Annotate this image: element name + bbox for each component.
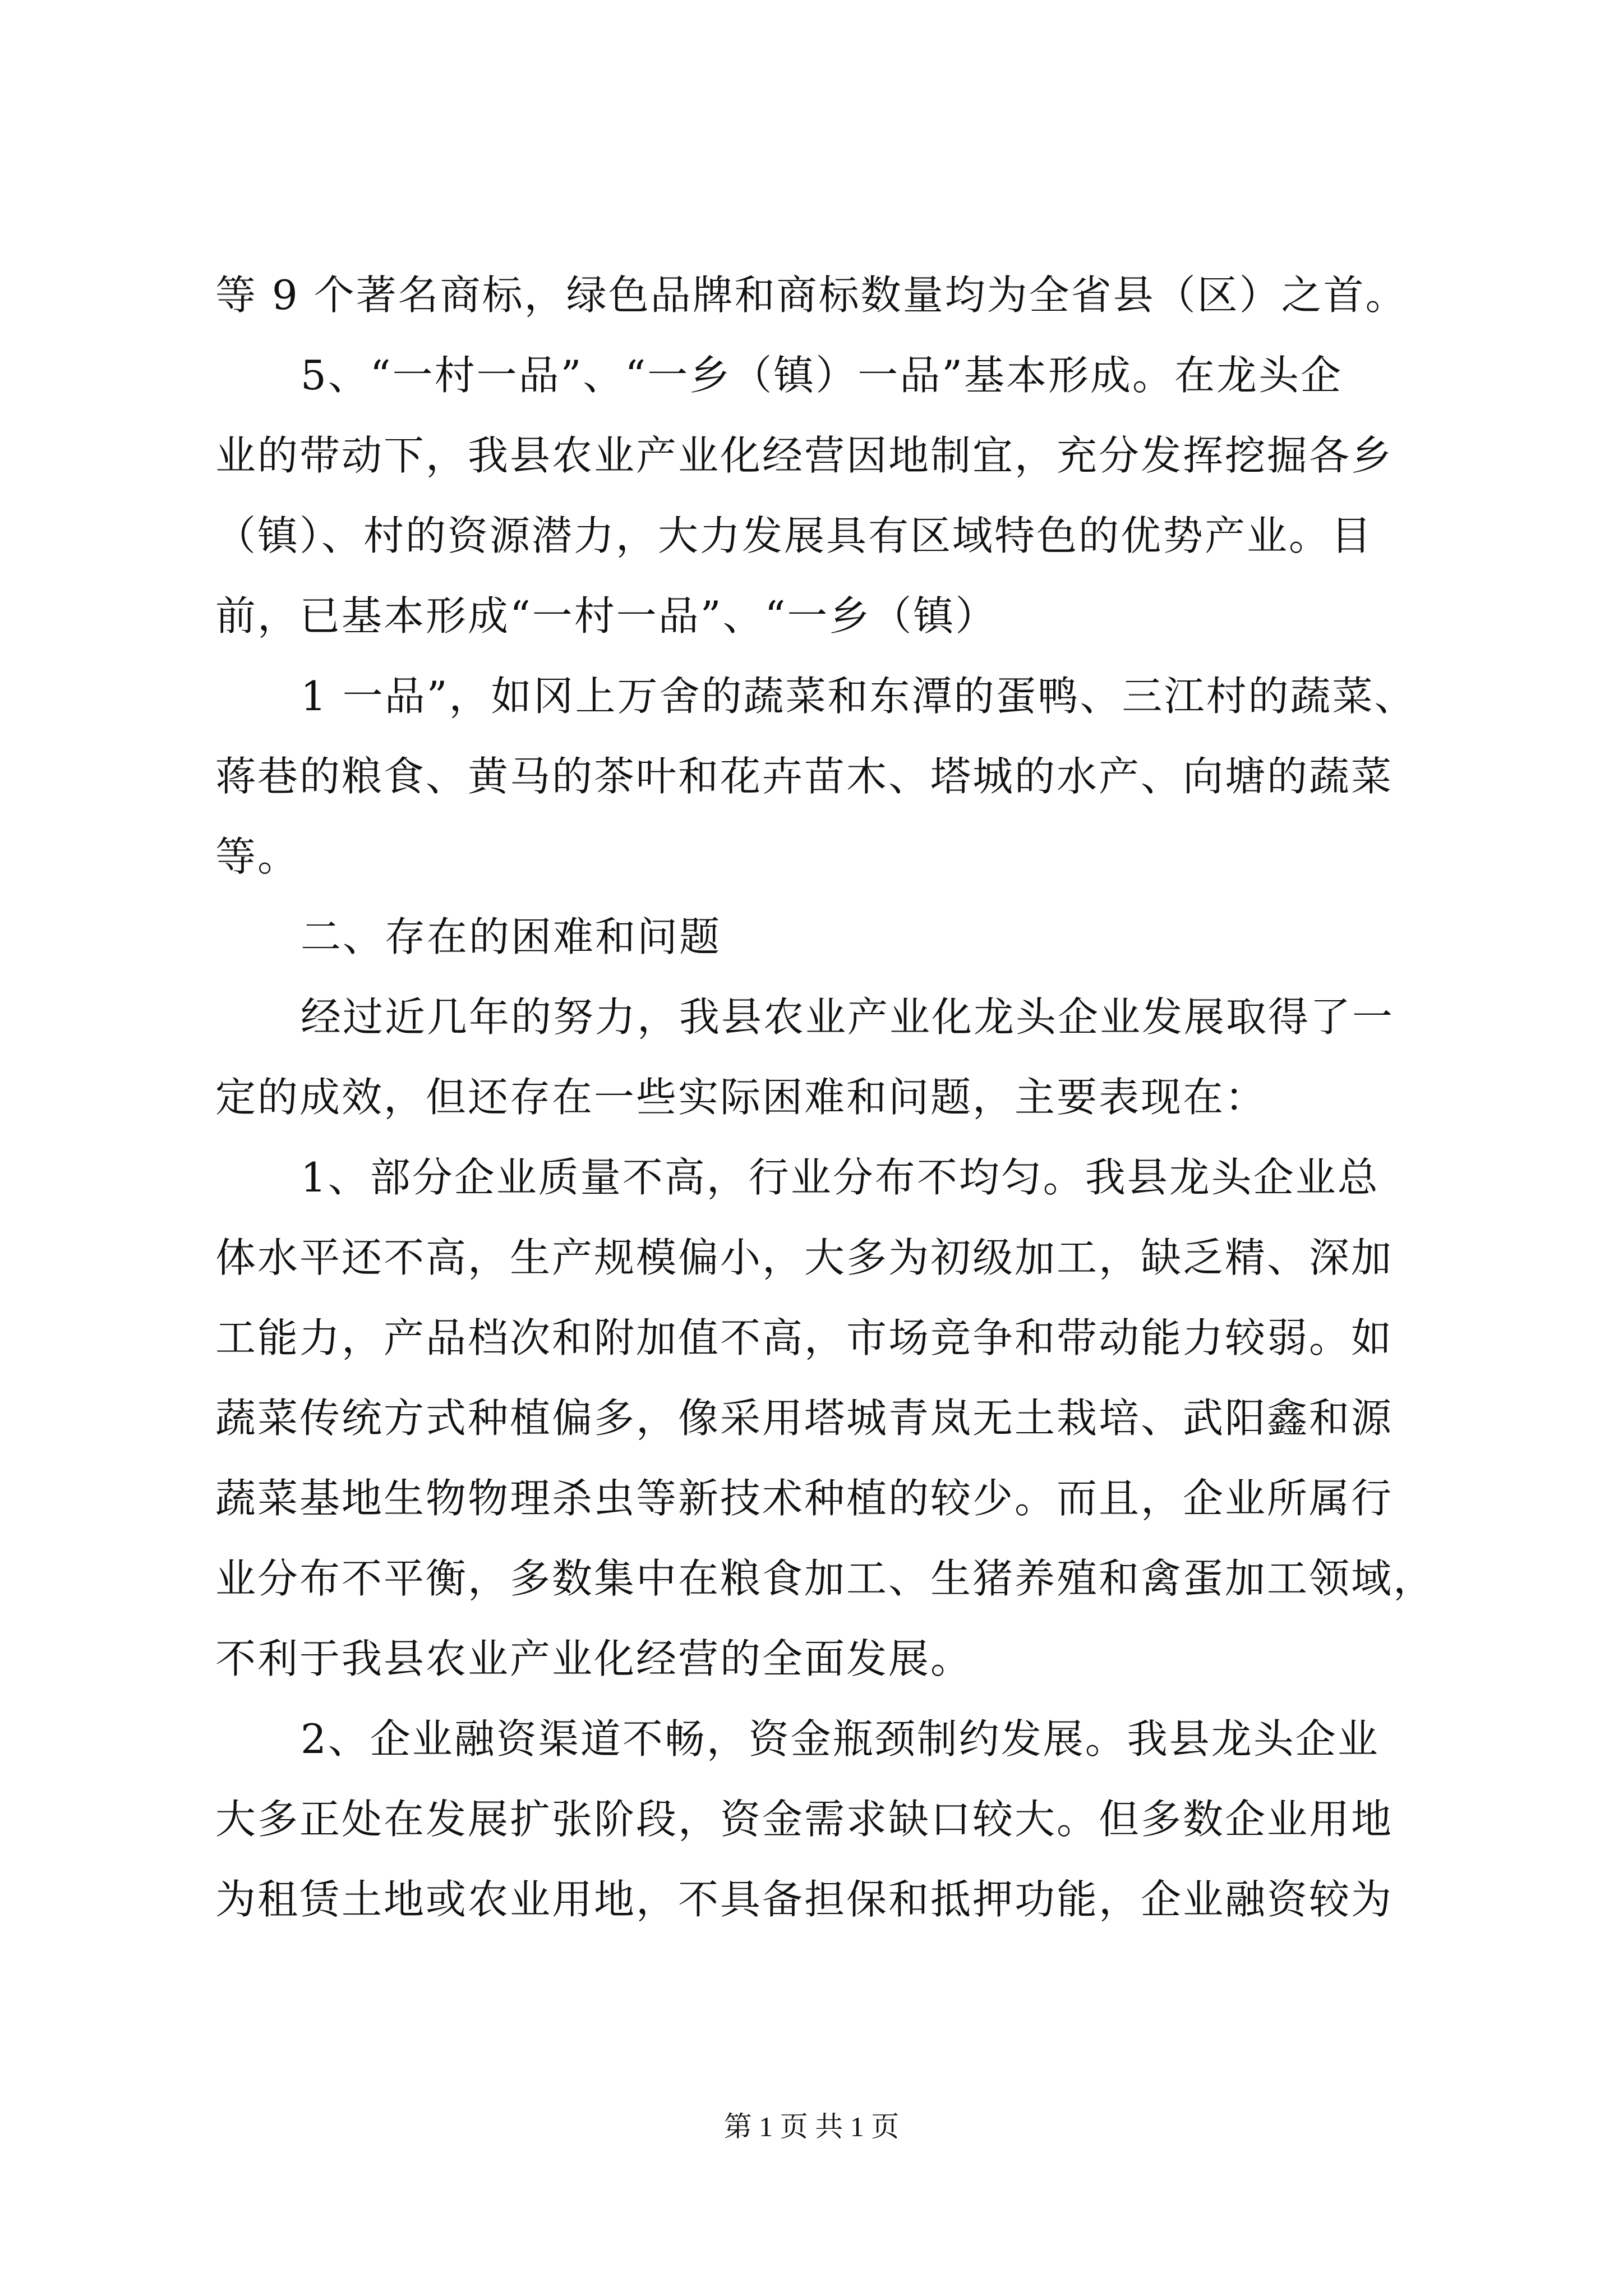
text-line: 业分布不平衡，多数集中在粮食加工、生猪养殖和禽蛋加工领域， bbox=[215, 1555, 1436, 1602]
section-heading: 二、存在的困难和问题 bbox=[301, 913, 722, 960]
text-line: 2、企业融资渠道不畅，资金瓶颈制约发展。我县龙头企业 bbox=[301, 1715, 1380, 1763]
text-line: 蒋巷的粮食、黄马的茶叶和花卉苗木、塔城的水产、向塘的蔬菜 bbox=[215, 753, 1394, 800]
text-line: 经过近几年的努力，我县农业产业化龙头企业发展取得了一 bbox=[301, 993, 1395, 1041]
text-line: 定的成效，但还存在一些实际困难和问题，主要表现在： bbox=[215, 1074, 1267, 1121]
text-line: 不利于我县农业产业化经营的全面发展。 bbox=[215, 1635, 973, 1682]
text-line: （镇）、村的资源潜力，大力发展具有区域特色的优势产业。目 bbox=[215, 512, 1373, 559]
text-line: 1 一品”，如冈上万舍的蔬菜和东潭的蛋鸭、三江村的蔬菜、 bbox=[301, 673, 1417, 720]
text-line: 蔬菜传统方式种植偏多，像采用塔城青岚无土栽培、武阳鑫和源 bbox=[215, 1395, 1394, 1442]
text-line: 等 9 个著名商标，绿色品牌和商标数量均为全省县（区）之首。 bbox=[215, 272, 1408, 319]
text-line: 工能力，产品档次和附加值不高，市场竞争和带动能力较弱。如 bbox=[215, 1314, 1394, 1361]
text-line: 为租赁土地或农业用地，不具备担保和抵押功能，企业融资较为 bbox=[215, 1876, 1394, 1923]
text-line: 1、部分企业质量不高，行业分布不均匀。我县龙头企业总 bbox=[301, 1154, 1380, 1201]
document-body bbox=[215, 255, 1449, 1940]
text-line: 等。 bbox=[215, 833, 300, 880]
text-line: 5、“一村一品”、“一乡（镇）一品”基本形成。在龙头企 bbox=[301, 352, 1343, 399]
text-line: 蔬菜基地生物物理杀虫等新技术种植的较少。而且，企业所属行 bbox=[215, 1475, 1394, 1522]
text-line: 体水平还不高，生产规模偏小，大多为初级加工，缺乏精、深加 bbox=[215, 1234, 1394, 1281]
page-number-footer: 第 1 页 共 1 页 bbox=[723, 2111, 900, 2142]
text-line: 大多正处在发展扩张阶段，资金需求缺口较大。但多数企业用地 bbox=[215, 1796, 1394, 1843]
text-line: 业的带动下，我县农业产业化经营因地制宜，充分发挥挖掘各乡 bbox=[215, 432, 1394, 479]
text-line: 前，已基本形成“一村一品”、“一乡（镇） bbox=[215, 592, 998, 639]
